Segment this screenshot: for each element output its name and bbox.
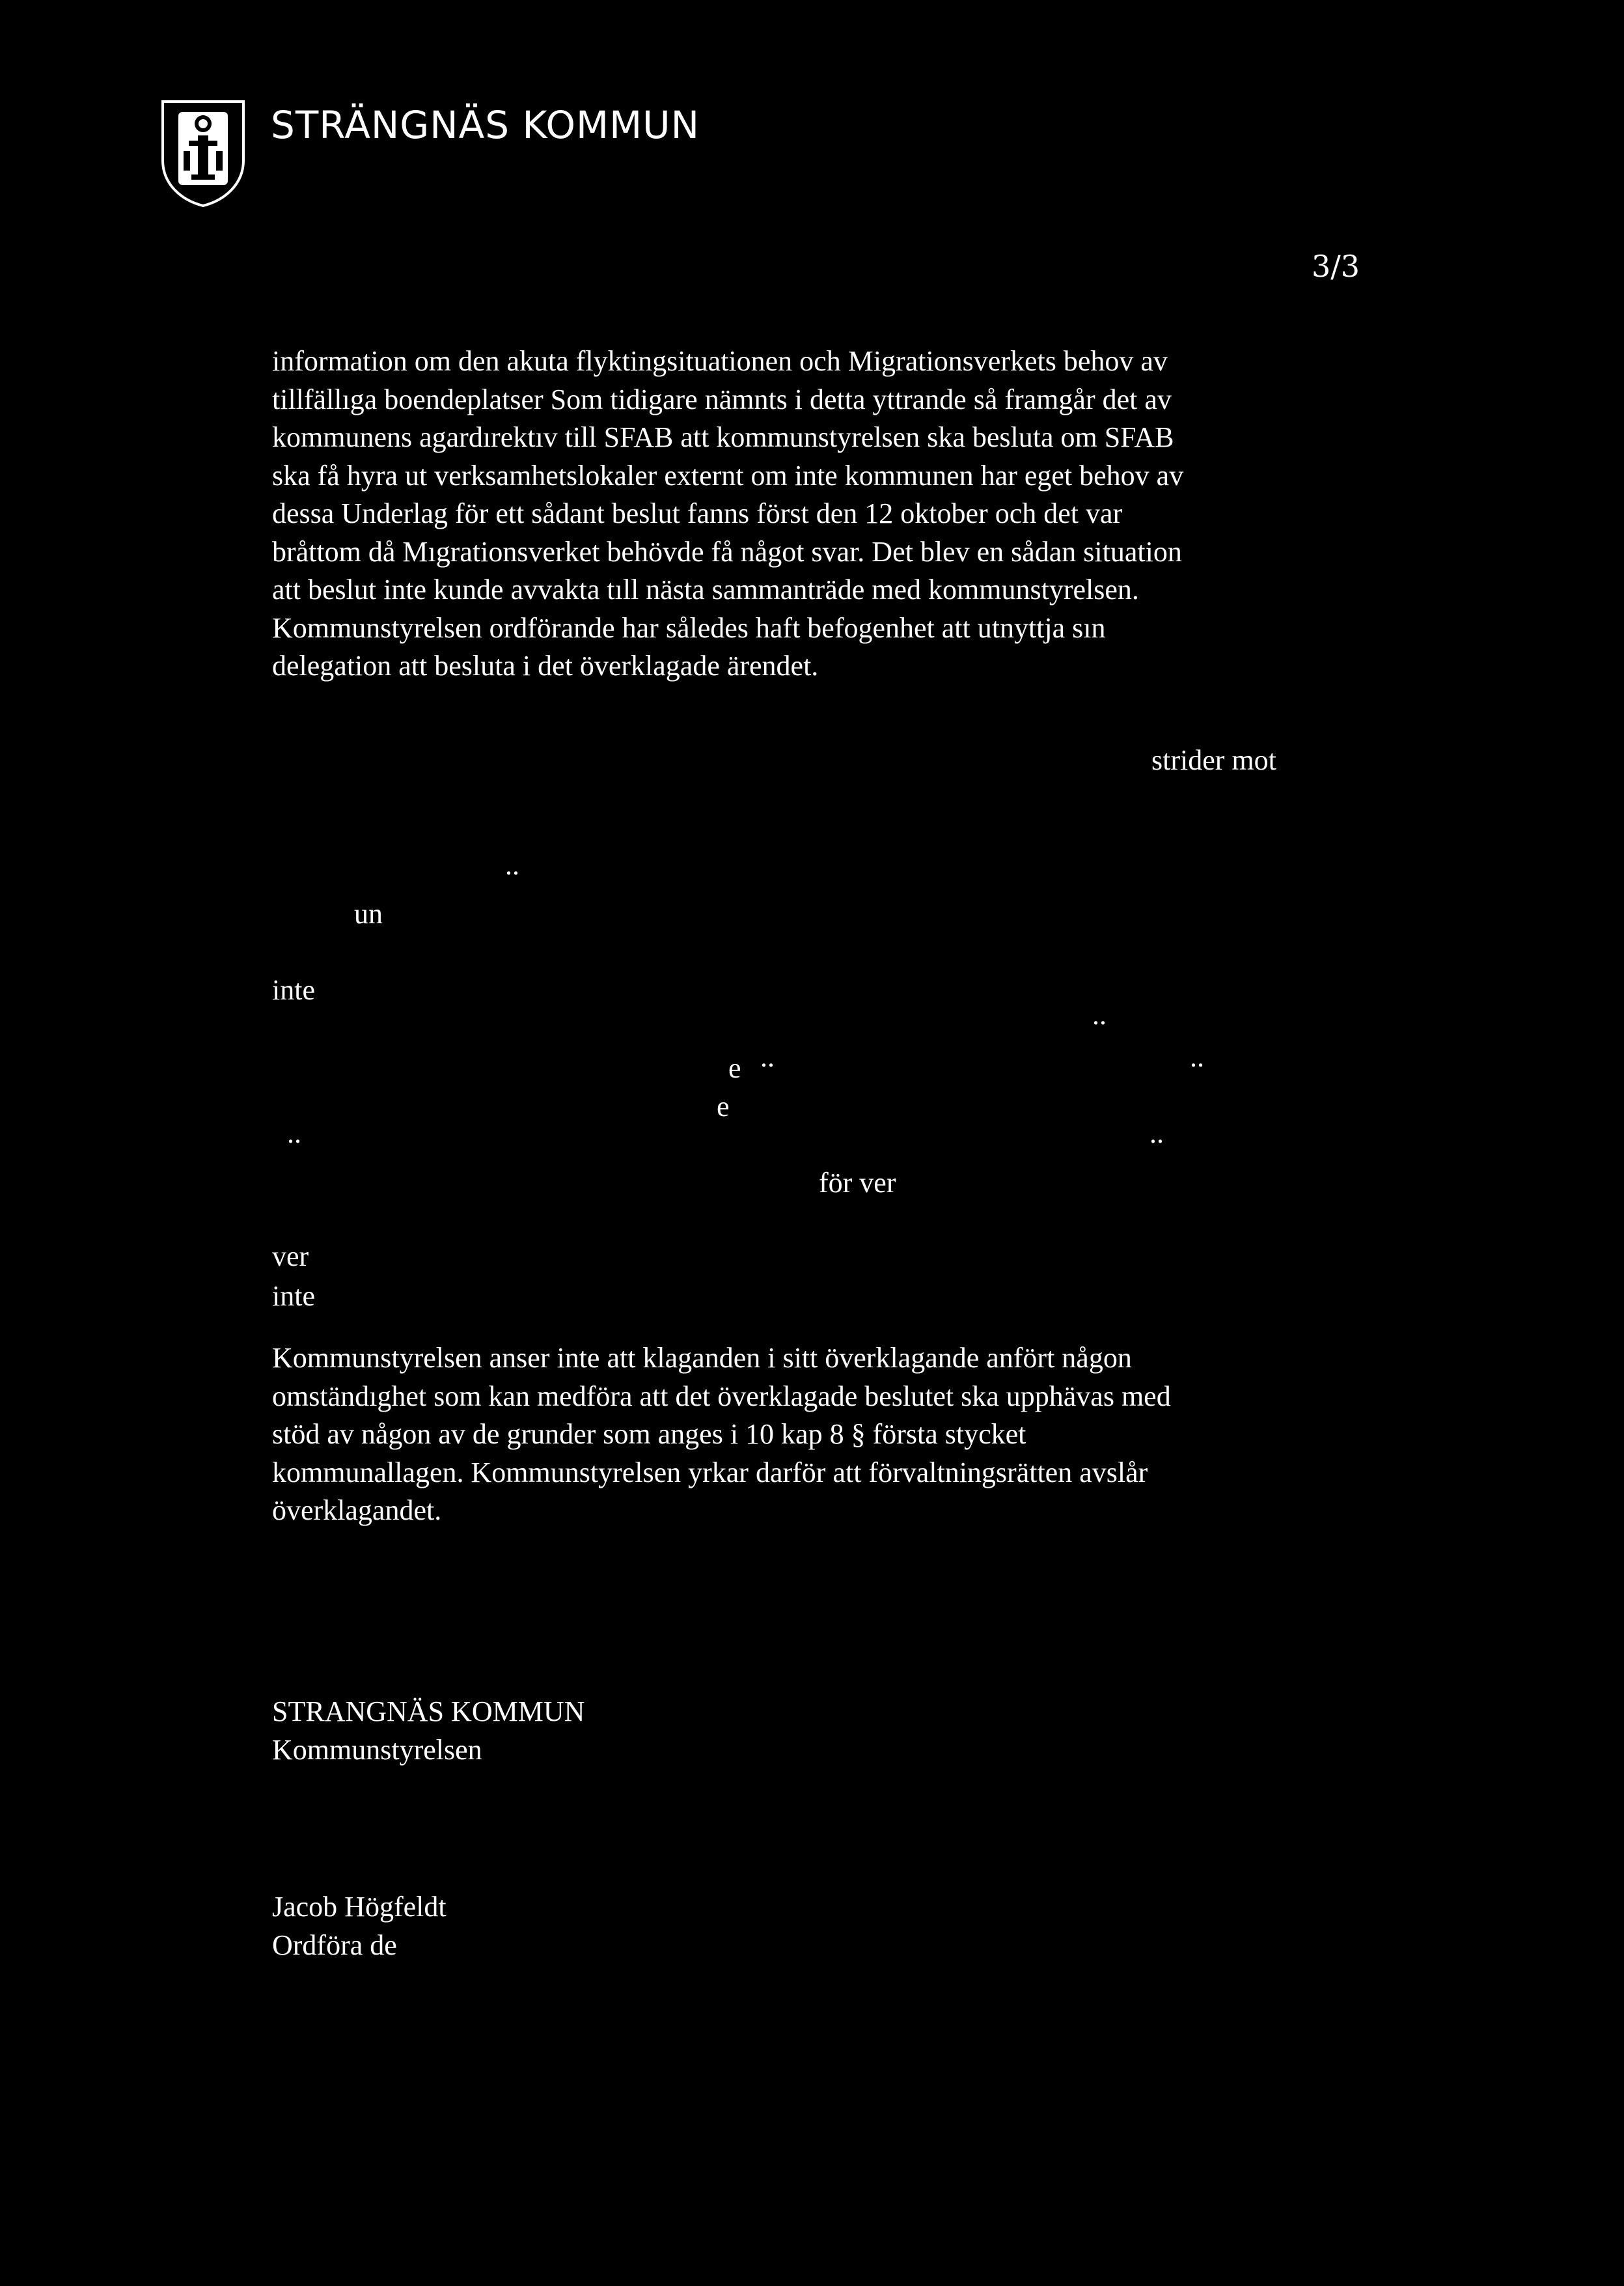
signature-person [272,1888,447,1964]
text-line: ska få hyra ut verksamhetslokaler externt om inte kommunen har eget behov av [272,459,1184,492]
text-fragment: strider mot [1151,744,1276,776]
text-line: kommunens agardırektıv till SFAB att kommunstyrelsen ska besluta om SFAB [272,421,1174,453]
text-fragment: .. [760,1041,775,1073]
text-line: överklagandet. [272,1494,442,1526]
document-header [159,98,745,208]
page-number: 3/3 [1311,249,1360,284]
text-line: tillfällıga boendeplatser Som tidigare nämnts i detta yttrande så framgår det av [272,383,1172,415]
text-line: bråttom då Mıgrationsverket behövde få något svar. Det blev en sådan situation [272,535,1182,568]
municipal-coat-of-arms-icon [159,98,247,208]
text-line: omständıghet som kan medföra att det överklagade beslutet ska upphävas med [272,1380,1171,1412]
text-fragment: .. [1190,1041,1204,1073]
text-fragment: för ver [819,1167,896,1199]
signatory-name: Jacob Högfeldt [272,1891,447,1923]
text-line: information om den akuta flyktingsituationen och Migrationsverkets behov av [272,345,1168,377]
header-org-name: STRÄNGNÄS KOMMUN [271,103,700,147]
text-line: delegation att besluta i det överklagade ärendet. [272,650,819,682]
text-fragment: .. [505,849,519,881]
text-fragment: inte [272,1280,315,1312]
text-fragment: e [728,1052,741,1084]
signature-body-name: Kommunstyrelsen [272,1733,482,1766]
text-line: kommunallagen. Kommunstyrelsen yrkar darför att förvaltningsrätten avslår [272,1456,1148,1488]
text-line: stöd av någon av de grunder som anges i 10 kap 8 § första stycket [272,1418,1026,1450]
signature-organization [272,1693,585,1769]
text-line: dessa Underlag för ett sådant beslut fanns först den 12 oktober och det var [272,497,1123,529]
text-fragment: inte [272,974,315,1006]
text-line: Kommunstyrelsen ordförande har således haft befogenhet att utnyttja sın [272,611,1106,644]
signature-org-name: STRANGNÄS KOMMUN [272,1695,585,1727]
paragraph-continuation [272,342,1183,686]
text-line: Kommunstyrelsen anser inte att klaganden i sitt överklagande anfört någon [272,1342,1132,1374]
text-fragment: e [717,1091,730,1122]
text-fragment: ver [272,1240,309,1272]
signatory-title: Ordföra de [272,1929,397,1961]
text-line: att beslut inte kunde avvakta tıll nästa sammanträde med kommunstyrelsen. [272,574,1139,606]
text-fragment: .. [287,1117,301,1149]
text-fragment: .. [1092,999,1107,1031]
paragraph-conclusion [272,1339,1171,1530]
text-fragment: .. [1149,1117,1164,1149]
text-fragment: un [354,898,383,930]
